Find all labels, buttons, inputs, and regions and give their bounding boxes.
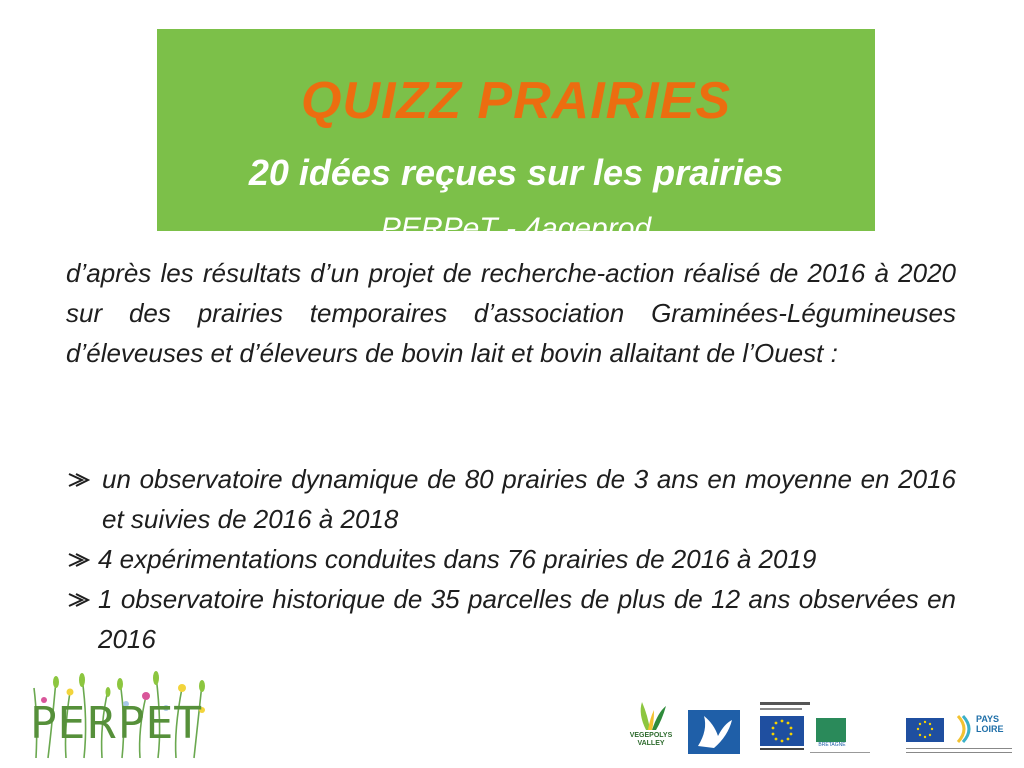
list-item-text: 4 expérimentations conduites dans 76 prairies de 2016 à 2019 [98, 544, 817, 574]
page-title: QUIZZ PRAIRIES [300, 72, 732, 130]
region-logo-text: LOIRE [976, 724, 1004, 734]
vegepolys-logo-text: VEGEPOLYS VALLEY [629, 732, 673, 747]
eu-flag-icon [906, 718, 944, 742]
arrow-bullet-icon [68, 592, 90, 608]
intro-paragraph: d’après les résultats d’un projet de recherche-action réalisé de 2016 à 2020 sur des prairies temporaires d’association Graminées-Légumineuses d’éleveuses et d’éleveurs de bovin lait et bovin allaitant de l’Ouest : [66, 258, 956, 368]
page-subtitle: 20 idées reçues sur les prairies [248, 152, 784, 193]
eu-fund-logo [760, 700, 870, 758]
list-item [66, 579, 956, 659]
list-item-text: un observatoire dynamique de 80 prairies de 3 ans en moyenne en 2016 et suivies de 2016 à 2018 [102, 464, 956, 534]
project-name: PERPeT - 4ageprod [380, 212, 652, 245]
title-banner [157, 29, 875, 245]
list-item [66, 459, 956, 539]
eu-fund-logo-pdl [906, 700, 1016, 758]
perpet-logo-text: PERPET [30, 698, 203, 749]
list-item-text: 1 observatoire historique de 35 parcelles de plus de 12 ans observées en 2016 [98, 584, 956, 654]
bretagne-logo-text: BRETAGNE [818, 742, 846, 748]
arrow-bullet-icon [68, 552, 90, 568]
list-item [66, 539, 956, 579]
perpet-logo [26, 670, 214, 760]
arrow-bullet-icon [68, 472, 90, 488]
pays-de-la-loire-mark-icon [954, 714, 974, 744]
vegepolys-logo [628, 700, 674, 758]
region-logo-text: PAYS [976, 714, 1000, 724]
eu-flag-icon [760, 716, 804, 746]
bullet-list [66, 459, 956, 659]
partner-logo-dove [688, 700, 740, 758]
